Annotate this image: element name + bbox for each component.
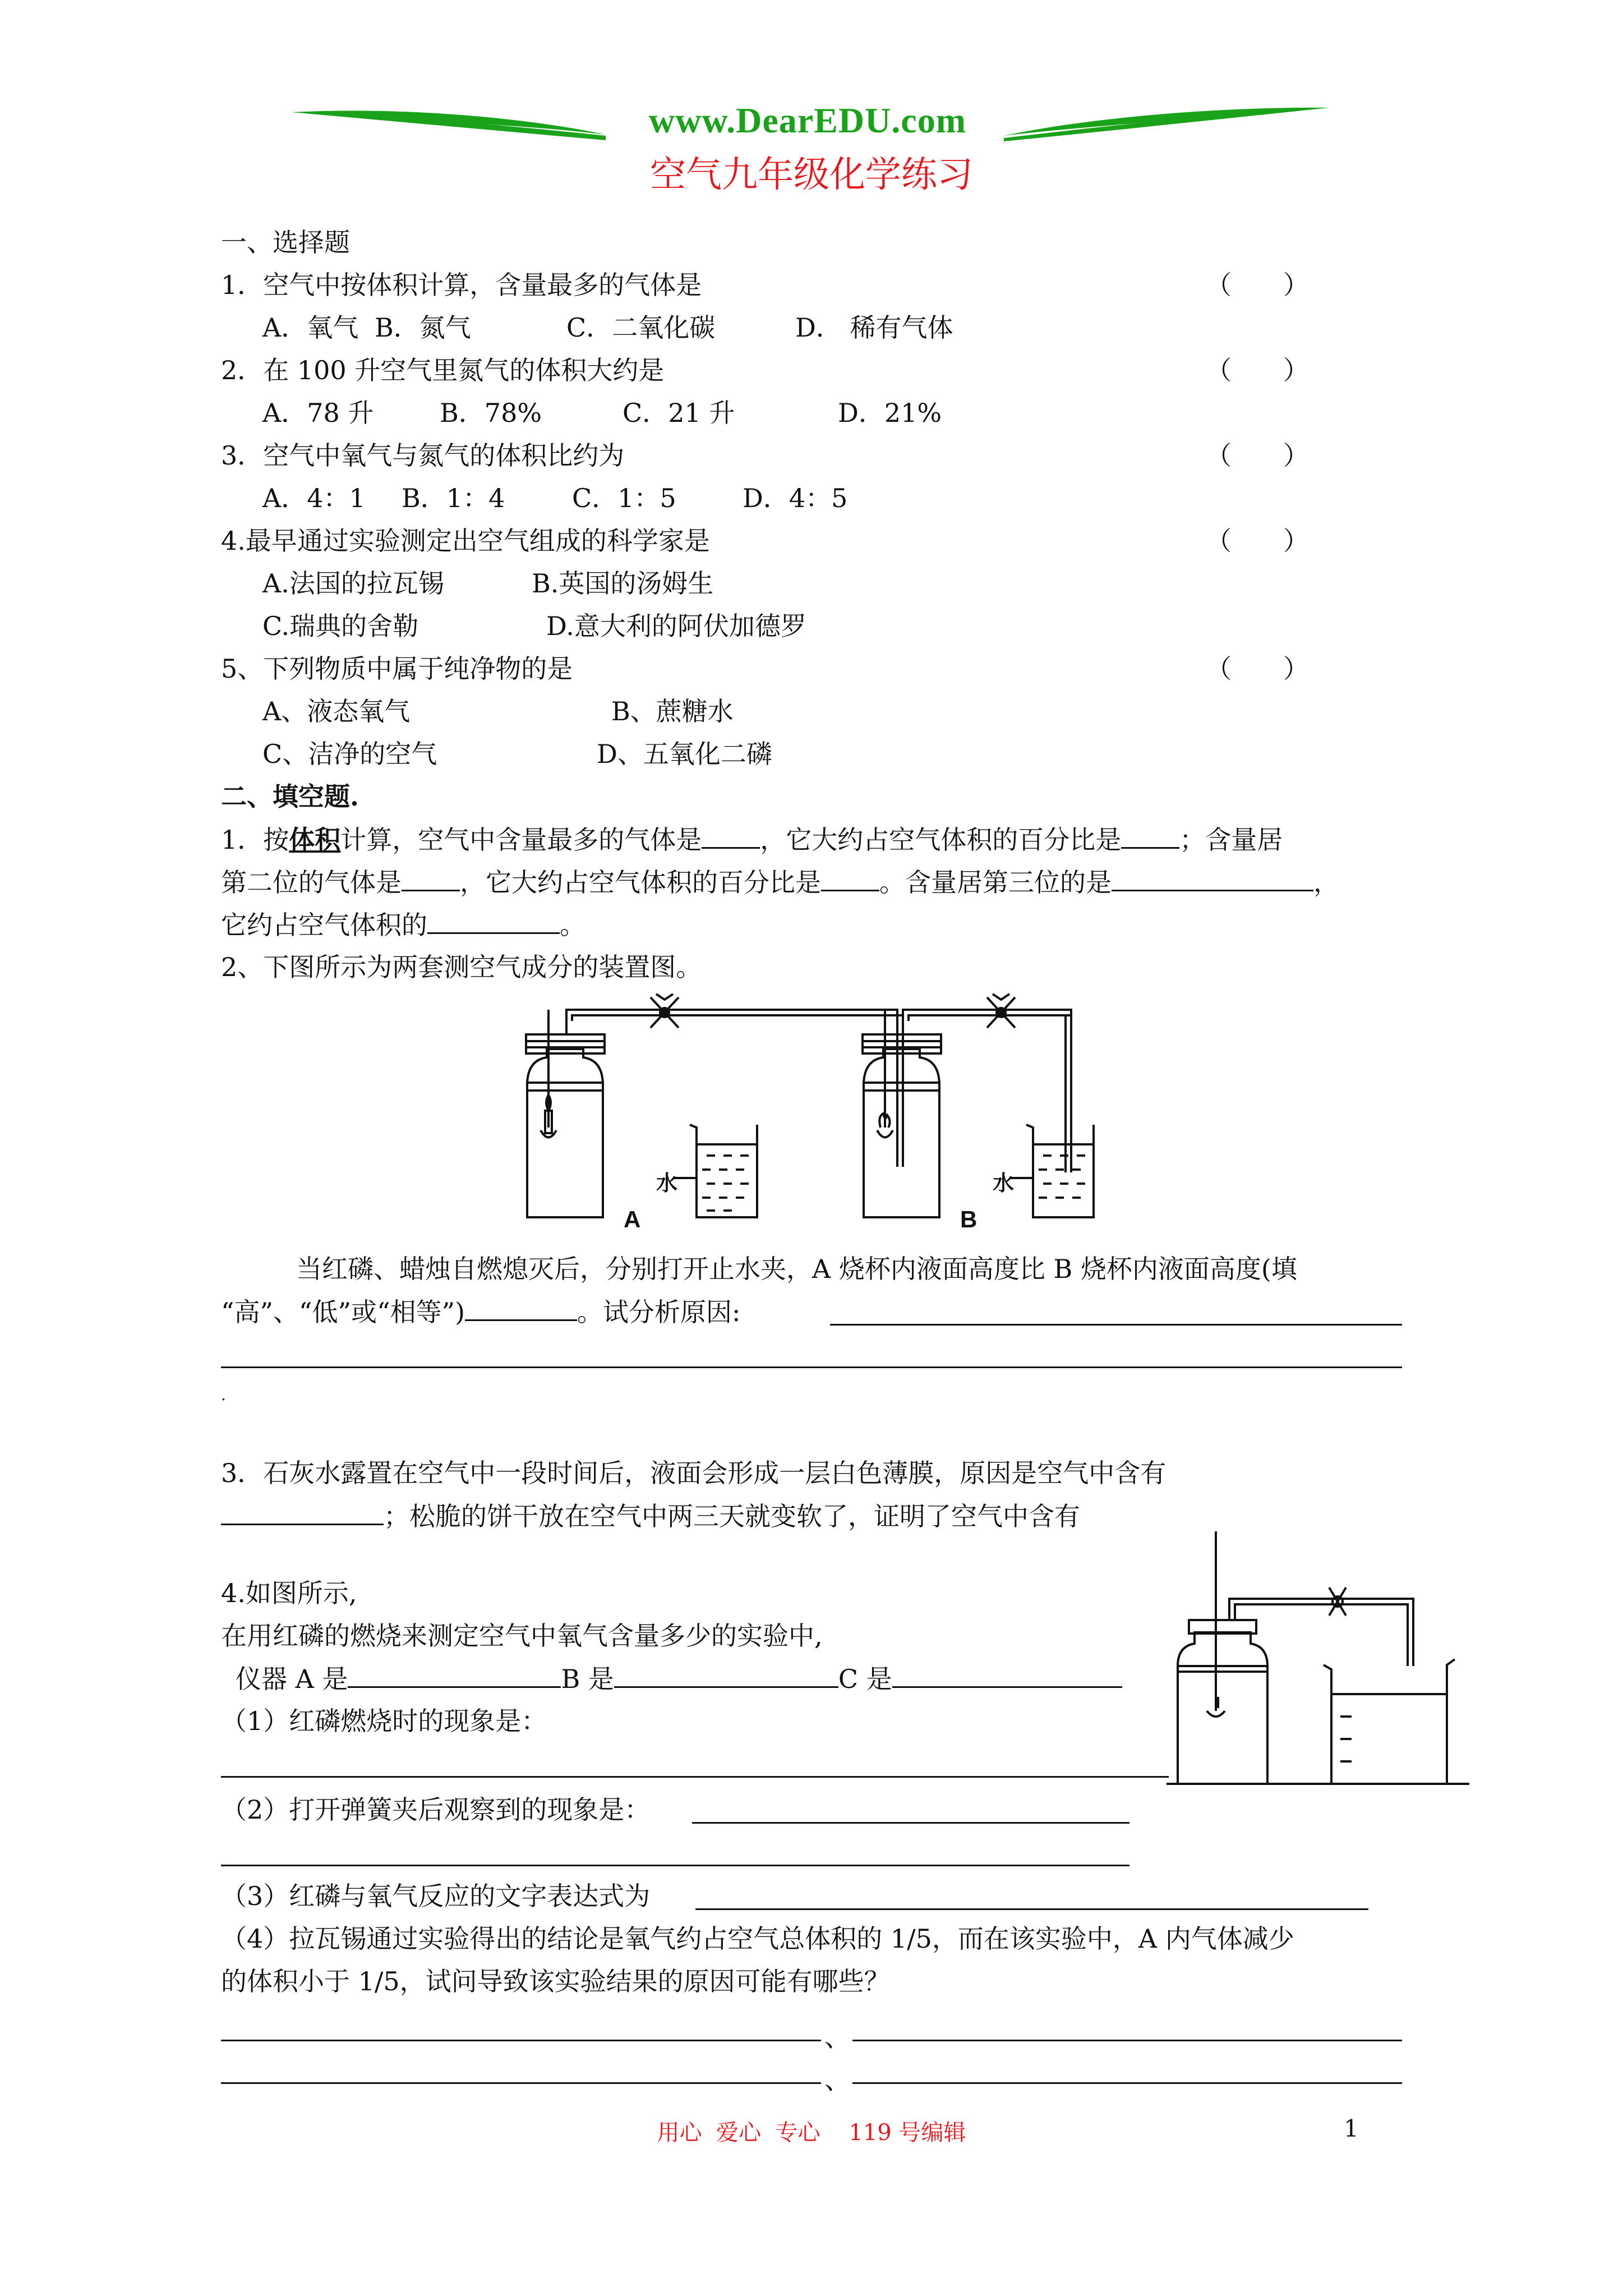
q5-option-d: D、五氧化二磷 — [597, 739, 772, 769]
answer-line-q3[interactable] — [695, 1908, 1368, 1910]
fill1-line3: 它约占空气体积的 。 — [221, 908, 585, 942]
beaker-C — [1324, 1659, 1455, 1784]
fill4-line2: 在用红磷的燃烧来测定空气中氧气含量多少的实验中, — [221, 1621, 823, 1651]
answer-line-q2b[interactable] — [221, 1865, 1129, 1866]
answer-line-q4-1a[interactable] — [221, 2040, 821, 2041]
answer-sep-2: 、 — [824, 2065, 850, 2095]
section1-heading: 一、选择题 — [221, 227, 350, 257]
fill3-text1: 3．石灰水露置在空气中一段时间后，液面会形成一层白色薄膜，原因是空气中含有 — [221, 1458, 1166, 1488]
q1-option-d: D． 稀有气体 — [795, 312, 953, 343]
blank-instrument-c[interactable] — [892, 1662, 1122, 1688]
phosphorus-apparatus-figure — [1166, 1526, 1481, 1795]
q3-option-d: D．4：5 — [743, 483, 848, 513]
answer-line-q4-1b[interactable] — [852, 2040, 1402, 2041]
blank-third-gas[interactable] — [1112, 865, 1313, 891]
blank-instrument-b[interactable] — [614, 1662, 838, 1688]
q5-stem: 5、下列物质中属于纯净物的是 — [221, 654, 573, 684]
fill2-text1: 当红磷、蜡烛自燃熄灭后，分别打开止水夹，A 烧杯内液面高度比 B 烧杯内液面高度(填 — [296, 1254, 1297, 1284]
header-banner — [292, 95, 1329, 146]
water-label-b: 水 — [993, 1171, 1015, 1195]
q3-answer-bracket: （ ） — [1206, 440, 1309, 471]
q1-answer-bracket: （ ） — [1206, 270, 1309, 300]
page-title: 空气九年级化学练习 — [650, 154, 973, 196]
q4-answer-bracket: （ ） — [1206, 526, 1309, 556]
q1-option-a: A．氧气 — [262, 312, 359, 343]
tube-b-down — [494, 987, 1223, 1245]
answer-sep-1: 、 — [824, 2022, 850, 2053]
fill4-q4-line2: 的体积小于 1/5，试问导致该实验结果的原因可能有哪些？ — [221, 1966, 890, 1996]
keyword-volume: 体积 — [289, 825, 341, 855]
fill3-text2: ；松脆的饼干放在空气中两三天就变软了，证明了空气中含有 — [221, 1499, 1080, 1533]
blank-second-gas-percent[interactable] — [821, 865, 879, 891]
site-url: www.DearEDU.com — [649, 100, 966, 140]
q4-option-d: D.意大利的阿伏加德罗 — [546, 611, 806, 641]
bottle-A — [1178, 1531, 1267, 1784]
fill1-line1: 1．按体积计算，空气中含量最多的气体是 ，它大约占空气体积的百分比是 ；含量居 — [221, 822, 1283, 857]
q1-option-c: C．二氧化碳 — [566, 312, 716, 343]
q2-option-d: D．21% — [838, 398, 942, 428]
answer-line-reason-1[interactable] — [830, 1324, 1402, 1326]
q1-option-b: B．氮气 — [375, 312, 471, 343]
q3-option-c: C．1：5 — [572, 483, 676, 513]
blank-liquid-level[interactable] — [465, 1295, 577, 1321]
q2-option-b: B．78% — [440, 398, 542, 428]
answer-line-q2a[interactable] — [692, 1822, 1129, 1824]
fill4-line3: 仪器 A 是 B 是 C 是 — [236, 1662, 1122, 1696]
q4-option-c: C.瑞典的舍勒 — [262, 611, 419, 641]
q4-option-b: B.英国的汤姆生 — [532, 568, 714, 599]
blank-most-gas-percent[interactable] — [1121, 822, 1179, 849]
answer-line-q1[interactable] — [221, 1776, 1169, 1778]
figure-label-b: B — [960, 1206, 978, 1232]
stray-dot: . — [221, 1386, 226, 1404]
q2-stem: 2．在 100 升空气里氮气的体积大约是 — [221, 355, 665, 385]
blank-co2[interactable] — [221, 1499, 384, 1525]
answer-line-q4-2a[interactable] — [221, 2082, 821, 2084]
fill4-q3: （3）红磷与氧气反应的文字表达式为 — [221, 1881, 651, 1911]
blank-most-gas[interactable] — [702, 822, 760, 849]
fill2-stem: 2、下图所示为两套测空气成分的装置图。 — [221, 952, 702, 982]
answer-line-q4-2b[interactable] — [852, 2082, 1402, 2084]
fill4-line1: 4.如图所示, — [221, 1578, 357, 1608]
q5-answer-bracket: （ ） — [1206, 654, 1309, 684]
fill4-q1: （1）红磷燃烧时的现象是： — [221, 1706, 547, 1736]
q1-stem: 1．空气中按体积计算，含量最多的气体是 — [221, 270, 702, 300]
fill2-text2: “高”、“低”或“相等”) 。试分析原因: — [221, 1295, 741, 1329]
q4-stem: 4.最早通过实验测定出空气组成的科学家是 — [221, 526, 710, 556]
fill1-line2: 第二位的气体是 ，它大约占空气体积的百分比是 。含量居第三位的是 ， — [221, 865, 1339, 899]
blank-instrument-a[interactable] — [348, 1662, 561, 1688]
blank-third-gas-percent[interactable] — [427, 908, 560, 934]
water-label-a: 水 — [656, 1171, 678, 1195]
figure-label-a: A — [624, 1206, 641, 1232]
blank-second-gas[interactable] — [402, 865, 460, 891]
q3-option-a: A．4：1 — [262, 483, 366, 513]
q5-option-b: B、蔗糖水 — [611, 696, 734, 726]
q5-option-a: A、液态氧气 — [262, 696, 411, 726]
q3-stem: 3．空气中氧气与氮气的体积比约为 — [221, 440, 625, 471]
q2-option-a: A．78 升 — [262, 398, 374, 428]
q2-answer-bracket: （ ） — [1206, 355, 1309, 385]
q2-option-c: C．21 升 — [623, 398, 735, 428]
page-number: 1 — [1344, 2115, 1359, 2142]
q5-option-c: C、洁净的空气 — [262, 739, 437, 769]
fill4-q4-line1: （4）拉瓦锡通过实验得出的结论是氧气约占空气总体积的 1/5，而在该实验中，A 内气体减少 — [221, 1924, 1294, 1954]
answer-line-reason-2[interactable] — [221, 1366, 1402, 1368]
q4-option-a: A.法国的拉瓦锡 — [262, 568, 444, 599]
q3-option-b: B．1：4 — [402, 483, 505, 513]
footer-slogan: 用心 爱心 专心 119 号编辑 — [657, 2120, 966, 2146]
fill4-q2: （2）打开弹簧夹后观察到的现象是： — [221, 1795, 651, 1825]
section2-heading: 二、填空题. — [221, 781, 359, 812]
